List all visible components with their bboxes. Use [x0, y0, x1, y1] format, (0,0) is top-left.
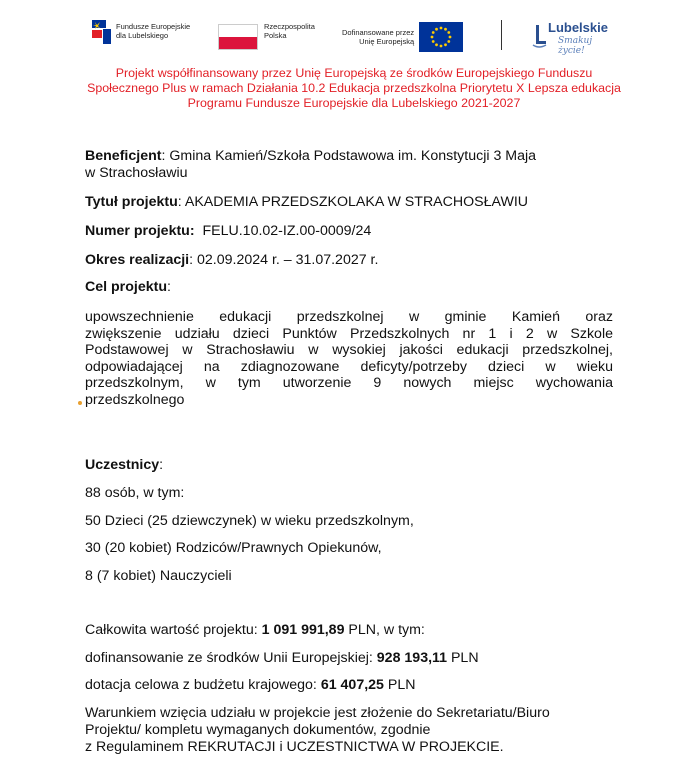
uczestnicy-total: 88 osób, w tym: [85, 485, 185, 501]
total-amount: 1 091 991,89 [261, 622, 345, 638]
beneficjent-line [85, 148, 536, 164]
fe-mark-icon [90, 16, 112, 46]
total-suffix: PLN, w tym: [344, 622, 425, 638]
uczestnicy-item: 50 Dzieci (25 dziewczynek) w wieku przedszkolnym, [85, 513, 414, 529]
eu-text [342, 28, 414, 46]
numer-value: FELU.10.02-IZ.00-0009/24 [202, 223, 372, 239]
total-label: Całkowita wartość projektu: [85, 622, 262, 638]
uczestnicy-label: Uczestnicy [85, 457, 160, 473]
cel-line: odpowiadającej na zdiagnozowane deficyty/potrzeby dzieci w wieku [85, 358, 613, 375]
beneficjent-label: Beneficjent [85, 148, 162, 164]
fe-line1: Fundusze Europejskie [116, 22, 191, 31]
cel-line: przedszkolnego [85, 391, 185, 408]
warunek-line3: z Regulaminem REKRUTACJI i UCZESTNICTWA W PROJEKCIE. [85, 739, 504, 755]
cel-line: przedszkolnym, w tym utworzenie 9 nowych miejsc wychowania [85, 375, 613, 392]
tytul-line [85, 194, 528, 210]
warunek-line2: Projektu/ kompletu wymaganych dokumentów, zgodnie [85, 722, 431, 738]
okres-value: : 02.09.2024 r. – 31.07.2027 r. [189, 252, 379, 268]
eu-funding-label: dofinansowanie ze środków Unii Europejskiej: [85, 650, 377, 666]
cel-label: Cel projektu [85, 279, 167, 295]
national-funding-label: dotacja celowa z budżetu krajowego: [85, 677, 321, 693]
logo-divider [501, 20, 502, 50]
eu-funding-line [85, 650, 479, 666]
tytul-value: : AKADEMIA PRZEDSZKOLAKA W STRACHOSŁAWIU [177, 194, 529, 210]
polish-flag-icon [218, 24, 258, 50]
uczestnicy-heading [85, 457, 163, 473]
cel-line: zwiększenie udziału dzieci Punktów Przedszkolnych nr 1 i 2 w Szkole [85, 325, 613, 342]
uczestnicy-item: 30 (20 kobiet) Rodziców/Prawnych Opiekunów, [85, 540, 382, 556]
rp-line2: Polska [264, 31, 287, 40]
cel-colon: : [167, 279, 171, 295]
header-line3: Programu Fundusze Europejskie dla Lubelskiego 2021-2027 [187, 96, 521, 110]
numer-label: Numer projektu: [85, 223, 195, 239]
total-value-line [85, 622, 425, 638]
lubelskie-mark-icon [530, 23, 548, 47]
rzeczpospolita-polska-logo [218, 24, 315, 50]
uczestnicy-item: 8 (7 kobiet) Nauczycieli [85, 568, 232, 584]
fundusze-europejskie-logo [90, 16, 190, 46]
lubelskie-slogan: Smakuj życie! [558, 36, 593, 56]
eu-line1: Dofinansowane przez [342, 28, 415, 37]
project-header [68, 66, 640, 111]
national-funding-line [85, 677, 415, 693]
warunek-line1: Warunkiem wzięcia udziału w projekcie jest złożenie do Sekretariatu/Biuro [85, 705, 550, 721]
uczestnicy-colon: : [159, 457, 164, 473]
fe-text [116, 22, 190, 40]
national-funding-amount: 61 407,25 [320, 677, 384, 693]
logo-bar [0, 0, 700, 62]
cel-paragraph [85, 309, 613, 409]
beneficjent-value-cont: w Strachosławiu [85, 165, 188, 181]
cel-heading [85, 279, 171, 295]
beneficjent-value: : Gmina Kamień/Szkoła Podstawowa im. Konstytucji 3 Maja [161, 148, 537, 164]
okres-label: Okres realizacji [85, 252, 190, 268]
lubelskie-name: Lubelskie [548, 20, 608, 35]
okres-line [85, 252, 378, 268]
rp-text [264, 22, 315, 40]
eu-cofinanced-logo [342, 22, 463, 52]
eu-funding-amount: 928 193,11 [376, 650, 448, 666]
numer-line [85, 223, 371, 239]
cel-line: upowszechnienie edukacji przedszkolnej w gminie Kamień oraz [85, 309, 613, 325]
rp-line1: Rzeczpospolita [264, 22, 315, 31]
cel-line: Podstawowej w Strachosławiu w wysokiej jakości edukacji przedszkolnej, [85, 342, 613, 359]
header-line1: Projekt współfinansowany przez Unię Europejską ze środków Europejskiego Funduszu [115, 66, 593, 80]
header-line2: Społecznego Plus w ramach Działania 10.2 Edukacja przedszkolna Priorytetu X Lepsza edukacja [87, 81, 621, 95]
eu-flag-icon [419, 22, 463, 52]
eu-line2: Unię Europejską [359, 37, 415, 46]
margin-mark [78, 401, 82, 405]
national-funding-suffix: PLN [383, 677, 416, 693]
lubelskie-logo [530, 18, 620, 56]
eu-funding-suffix: PLN [447, 650, 479, 666]
fe-line2: dla Lubelskiego [116, 31, 169, 40]
tytul-label: Tytuł projektu [85, 194, 178, 210]
